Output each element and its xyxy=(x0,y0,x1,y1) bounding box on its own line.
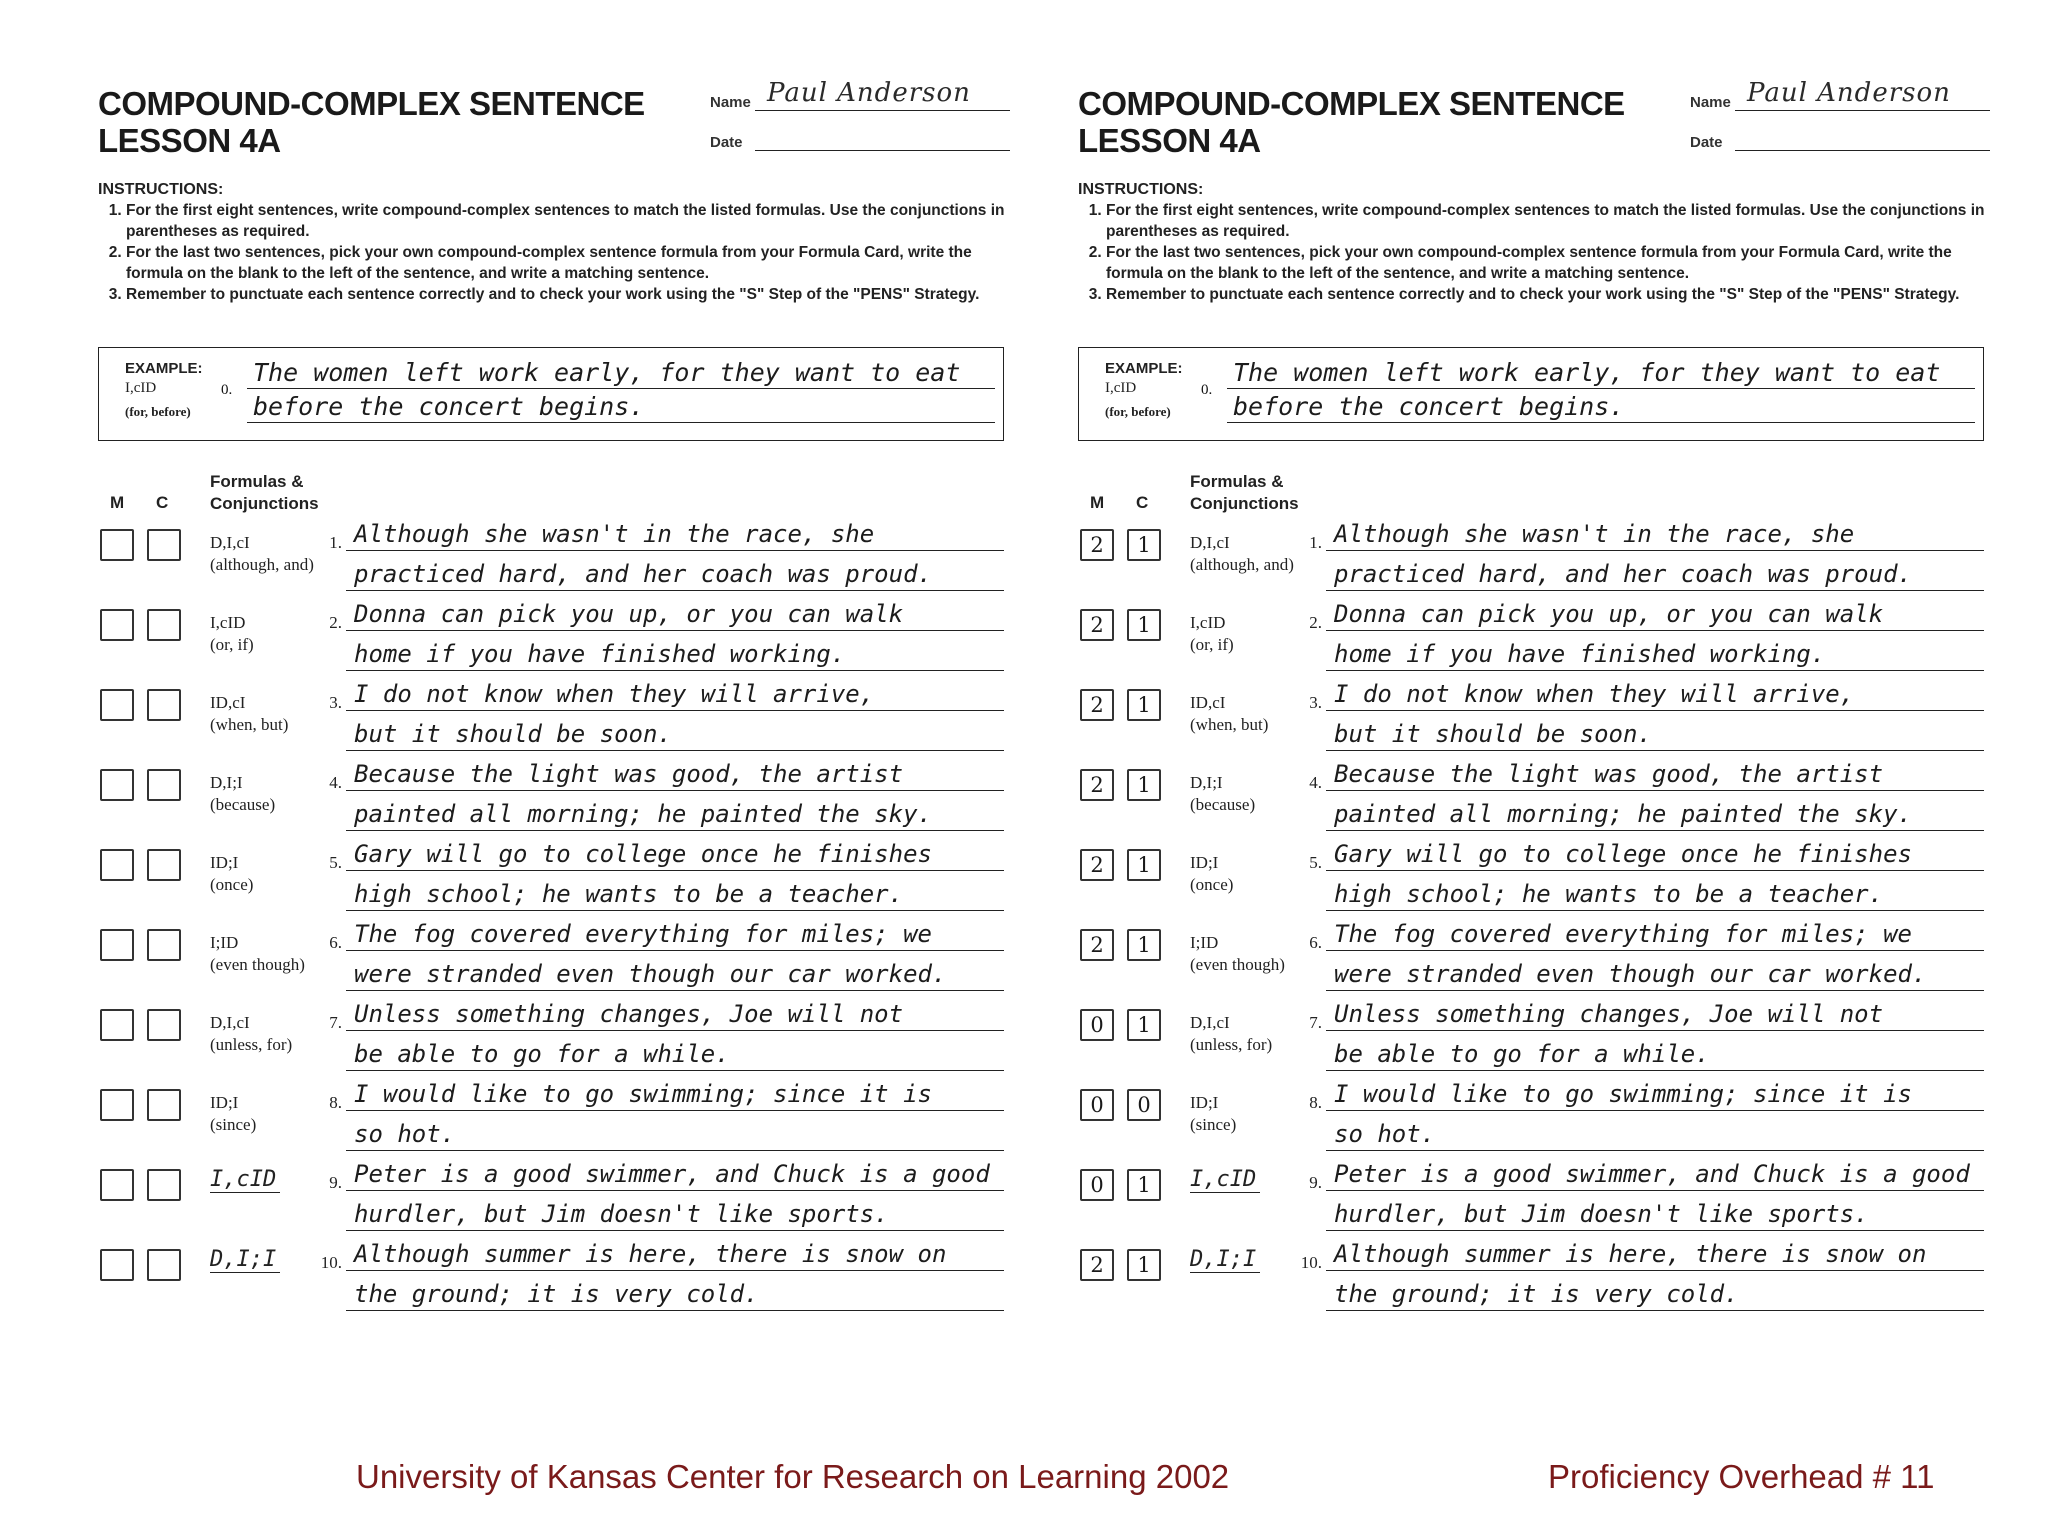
answer-line-1[interactable]: Donna can pick you up, or you can walk xyxy=(346,597,1004,631)
content-score-box[interactable] xyxy=(147,529,181,561)
name-field[interactable] xyxy=(755,76,1010,111)
column-c-header: C xyxy=(156,493,169,512)
example-box xyxy=(1078,347,1984,441)
worksheet-title xyxy=(98,85,645,159)
conjunctions: (since) xyxy=(210,1115,257,1134)
answer-line-2[interactable]: home if you have finished working. xyxy=(1326,637,1984,671)
sentence-item xyxy=(98,1240,1018,1325)
mechanics-score-box[interactable] xyxy=(100,609,134,641)
answer-line-1[interactable]: Gary will go to college once he finishes xyxy=(1326,837,1984,871)
item-number: 2. xyxy=(329,613,342,632)
example-line-2: before the concert begins. xyxy=(247,392,995,423)
date-label: Date xyxy=(710,134,743,151)
formula[interactable]: D,I;I xyxy=(210,1247,280,1273)
footer-overhead-number: Proficiency Overhead # 11 xyxy=(1548,1458,1935,1495)
name-date-block xyxy=(1690,75,1990,155)
answer-line-1[interactable]: The fog covered everything for miles; we xyxy=(346,917,1004,951)
conjunctions: (although, and) xyxy=(1190,555,1294,574)
formula: D,I,cI xyxy=(210,1013,250,1032)
content-score-box[interactable]: 1 xyxy=(1127,1009,1161,1041)
mechanics-score-box[interactable] xyxy=(100,929,134,961)
formula: ID;I xyxy=(210,853,239,872)
content-score-box[interactable] xyxy=(147,1249,181,1281)
content-score-box[interactable] xyxy=(147,689,181,721)
example-number: 0. xyxy=(1201,382,1213,398)
instruction-2: 2. For the last two sentences, pick your own compound-complex sentence formula from your Formula Card, write the formula on the blank to the left of the sentence, and write a matching sentence. xyxy=(126,242,1008,284)
answer-line-1[interactable]: Donna can pick you up, or you can walk xyxy=(1326,597,1984,631)
example-conjunctions: (for, before) xyxy=(125,404,191,419)
content-score-box[interactable]: 1 xyxy=(1127,849,1161,881)
conjunctions: (because) xyxy=(210,795,276,814)
formula: I;ID xyxy=(1190,933,1219,952)
column-m-header: M xyxy=(1090,493,1105,512)
sentence-item xyxy=(1078,1160,1998,1245)
sentence-item xyxy=(1078,760,1998,845)
date-field[interactable] xyxy=(755,116,1010,151)
mechanics-score-box[interactable] xyxy=(100,1089,134,1121)
sentence-item xyxy=(1078,920,1998,1005)
title-line-2: LESSON 4A xyxy=(1078,122,1261,159)
answer-line-1[interactable]: I do not know when they will arrive, xyxy=(346,677,1004,711)
footer-credit: University of Kansas Center for Research on Learning 2002 xyxy=(356,1458,1230,1495)
sentence-item xyxy=(1078,1080,1998,1165)
sentence-list xyxy=(1078,520,1998,1325)
answer-line-2[interactable]: painted all morning; he painted the sky. xyxy=(346,797,1004,831)
mechanics-score-box[interactable]: 0 xyxy=(1080,1089,1114,1121)
answer-line-1[interactable]: Although she wasn't in the race, she xyxy=(346,517,1004,551)
conjunctions: (when, but) xyxy=(1190,715,1269,734)
mechanics-score-box[interactable]: 2 xyxy=(1080,769,1114,801)
conjunctions: (since) xyxy=(1190,1115,1237,1134)
formula: ID;I xyxy=(1190,1093,1219,1112)
formula: ID,cI xyxy=(1190,693,1226,712)
item-number: 2. xyxy=(1309,613,1322,632)
formula: I;ID xyxy=(210,933,239,952)
answer-line-2[interactable]: be able to go for a while. xyxy=(346,1037,1004,1071)
mechanics-score-box[interactable]: 2 xyxy=(1080,689,1114,721)
formula: D,I;I xyxy=(1190,773,1223,792)
content-score-box[interactable]: 1 xyxy=(1127,1169,1161,1201)
item-number: 8. xyxy=(329,1093,342,1112)
content-score-box[interactable]: 1 xyxy=(1127,609,1161,641)
content-score-box[interactable] xyxy=(147,1089,181,1121)
formula: ID;I xyxy=(210,1093,239,1112)
column-m-header: M xyxy=(110,493,125,512)
formula: D,I,cI xyxy=(210,533,250,552)
mechanics-score-box[interactable] xyxy=(100,689,134,721)
column-c-header: C xyxy=(1136,493,1149,512)
mechanics-score-box[interactable] xyxy=(100,1009,134,1041)
instructions-heading: INSTRUCTIONS: xyxy=(98,181,224,198)
conjunctions: (once) xyxy=(210,875,254,894)
name-label: Name xyxy=(1690,94,1731,111)
formula: D,I;I xyxy=(210,773,243,792)
formula: D,I,cI xyxy=(1190,533,1230,552)
content-score-box[interactable] xyxy=(147,849,181,881)
conjunctions: (although, and) xyxy=(210,555,314,574)
answer-line-2[interactable]: the ground; it is very cold. xyxy=(346,1277,1004,1311)
conjunctions: (or, if) xyxy=(210,635,254,654)
conjunctions: (or, if) xyxy=(1190,635,1234,654)
mechanics-score-box[interactable]: 2 xyxy=(1080,529,1114,561)
sentence-item xyxy=(1078,680,1998,765)
instruction-3: 3. Remember to punctuate each sentence correctly and to check your work using the "S" Step of the "PENS" Strategy. xyxy=(1106,284,1988,305)
formula[interactable]: D,I;I xyxy=(1190,1247,1260,1273)
item-number: 1. xyxy=(1309,533,1322,552)
sentence-item xyxy=(98,760,1018,845)
conjunctions: (unless, for) xyxy=(210,1035,293,1054)
instruction-3: 3. Remember to punctuate each sentence correctly and to check your work using the "S" Step of the "PENS" Strategy. xyxy=(126,284,1008,305)
instruction-1: 1. For the first eight sentences, write compound-complex sentences to match the listed formulas. Use the conjunctions in parentheses as required. xyxy=(126,200,1008,242)
item-number: 5. xyxy=(329,853,342,872)
name-field[interactable] xyxy=(1735,76,1990,111)
title-line-2: LESSON 4A xyxy=(98,122,281,159)
instructions xyxy=(1078,179,1988,305)
answer-line-2[interactable]: practiced hard, and her coach was proud. xyxy=(1326,557,1984,591)
content-score-box[interactable]: 0 xyxy=(1127,1089,1161,1121)
worksheet-title xyxy=(1078,85,1625,159)
example-line-1: The women left work early, for they want to eat xyxy=(247,358,995,389)
example-conjunctions: (for, before) xyxy=(1105,404,1171,419)
content-score-box[interactable] xyxy=(147,1169,181,1201)
worksheet-right-scored xyxy=(1078,75,1998,1335)
answer-line-2[interactable]: the ground; it is very cold. xyxy=(1326,1277,1984,1311)
answer-line-2[interactable]: were stranded even though our car worked. xyxy=(346,957,1004,991)
content-score-box[interactable]: 1 xyxy=(1127,929,1161,961)
example-box xyxy=(98,347,1004,441)
conjunctions: (even though) xyxy=(210,955,305,974)
sentence-item xyxy=(98,1160,1018,1245)
name-date-block xyxy=(710,75,1010,155)
sentence-item xyxy=(1078,1000,1998,1085)
answer-line-1[interactable]: Gary will go to college once he finishes xyxy=(346,837,1004,871)
student-name: Paul Anderson xyxy=(767,78,971,108)
mechanics-score-box[interactable] xyxy=(100,529,134,561)
conjunctions: (once) xyxy=(1190,875,1234,894)
item-number: 9. xyxy=(329,1173,342,1192)
column-formulas-header xyxy=(1190,471,1299,515)
formula: ID,cI xyxy=(210,693,246,712)
example-number: 0. xyxy=(221,382,233,398)
formula: I,cID xyxy=(210,613,246,632)
answer-line-2[interactable]: hurdler, but Jim doesn't like sports. xyxy=(1326,1197,1984,1231)
example-line-2: before the concert begins. xyxy=(1227,392,1975,423)
answer-line-2[interactable]: hurdler, but Jim doesn't like sports. xyxy=(346,1197,1004,1231)
item-number: 1. xyxy=(329,533,342,552)
content-score-box[interactable]: 1 xyxy=(1127,1249,1161,1281)
item-number: 10. xyxy=(1300,1253,1322,1272)
column-formulas-header xyxy=(210,471,319,515)
formula: I,cID xyxy=(1190,613,1226,632)
formula[interactable]: I,cID xyxy=(1190,1167,1260,1193)
date-field[interactable] xyxy=(1735,116,1990,151)
mechanics-score-box[interactable] xyxy=(100,769,134,801)
formulas-header-line-2: Conjunctions xyxy=(210,494,319,513)
formula: D,I,cI xyxy=(1190,1013,1230,1032)
content-score-box[interactable] xyxy=(147,769,181,801)
item-number: 4. xyxy=(329,773,342,792)
example-label: EXAMPLE: xyxy=(1105,360,1183,377)
answer-line-1[interactable]: Because the light was good, the artist xyxy=(346,757,1004,791)
answer-line-1[interactable]: Although summer is here, there is snow on xyxy=(1326,1237,1984,1271)
mechanics-score-box[interactable]: 0 xyxy=(1080,1009,1114,1041)
sentence-list xyxy=(98,520,1018,1325)
answer-line-2[interactable]: so hot. xyxy=(1326,1117,1984,1151)
item-number: 3. xyxy=(1309,693,1322,712)
answer-line-2[interactable]: practiced hard, and her coach was proud. xyxy=(346,557,1004,591)
answer-line-1[interactable]: Although summer is here, there is snow on xyxy=(346,1237,1004,1271)
item-number: 9. xyxy=(1309,1173,1322,1192)
sentence-item xyxy=(98,520,1018,605)
answer-line-2[interactable]: home if you have finished working. xyxy=(346,637,1004,671)
name-label: Name xyxy=(710,94,751,111)
answer-line-2[interactable]: were stranded even though our car worked. xyxy=(1326,957,1984,991)
formula[interactable]: I,cID xyxy=(210,1167,280,1193)
formulas-header-line-2: Conjunctions xyxy=(1190,494,1299,513)
conjunctions: (unless, for) xyxy=(1190,1035,1273,1054)
date-label: Date xyxy=(1690,134,1723,151)
sentence-item xyxy=(98,680,1018,765)
student-name: Paul Anderson xyxy=(1747,78,1951,108)
sentence-item xyxy=(98,1080,1018,1165)
item-number: 7. xyxy=(329,1013,342,1032)
conjunctions: (because) xyxy=(1190,795,1256,814)
example-line-1: The women left work early, for they want to eat xyxy=(1227,358,1975,389)
answer-line-1[interactable]: Unless something changes, Joe will not xyxy=(346,997,1004,1031)
sentence-item xyxy=(98,1000,1018,1085)
item-number: 5. xyxy=(1309,853,1322,872)
mechanics-score-box[interactable] xyxy=(100,1249,134,1281)
mechanics-score-box[interactable] xyxy=(100,1169,134,1201)
example-label: EXAMPLE: xyxy=(125,360,203,377)
answer-line-1[interactable]: I would like to go swimming; since it is xyxy=(1326,1077,1984,1111)
sentence-item xyxy=(1078,600,1998,685)
conjunctions: (even though) xyxy=(1190,955,1285,974)
instruction-1: 1. For the first eight sentences, write compound-complex sentences to match the listed formulas. Use the conjunctions in parentheses as required. xyxy=(1106,200,1988,242)
instructions xyxy=(98,179,1008,305)
worksheet-left xyxy=(98,75,1018,1335)
sentence-item xyxy=(98,600,1018,685)
answer-line-1[interactable]: I do not know when they will arrive, xyxy=(1326,677,1984,711)
content-score-box[interactable]: 1 xyxy=(1127,769,1161,801)
mechanics-score-box[interactable]: 2 xyxy=(1080,849,1114,881)
answer-line-2[interactable]: high school; he wants to be a teacher. xyxy=(346,877,1004,911)
formulas-header-line-1: Formulas & xyxy=(1190,472,1284,491)
answer-line-2[interactable]: painted all morning; he painted the sky. xyxy=(1326,797,1984,831)
sentence-item xyxy=(1078,840,1998,925)
item-number: 3. xyxy=(329,693,342,712)
content-score-box[interactable] xyxy=(147,1009,181,1041)
content-score-box[interactable] xyxy=(147,609,181,641)
item-number: 10. xyxy=(320,1253,342,1272)
conjunctions: (when, but) xyxy=(210,715,289,734)
sentence-item xyxy=(1078,1240,1998,1325)
answer-line-1[interactable]: I would like to go swimming; since it is xyxy=(346,1077,1004,1111)
answer-line-1[interactable]: The fog covered everything for miles; we xyxy=(1326,917,1984,951)
answer-line-1[interactable]: Unless something changes, Joe will not xyxy=(1326,997,1984,1031)
answer-line-1[interactable]: Peter is a good swimmer, and Chuck is a good xyxy=(1326,1157,1984,1191)
sentence-item xyxy=(98,840,1018,925)
answer-line-2[interactable]: be able to go for a while. xyxy=(1326,1037,1984,1071)
instruction-2: 2. For the last two sentences, pick your own compound-complex sentence formula from your Formula Card, write the formula on the blank to the left of the sentence, and write a matching sentence. xyxy=(1106,242,1988,284)
formula: ID;I xyxy=(1190,853,1219,872)
mechanics-score-box[interactable]: 0 xyxy=(1080,1169,1114,1201)
mechanics-score-box[interactable] xyxy=(100,849,134,881)
item-number: 7. xyxy=(1309,1013,1322,1032)
content-score-box[interactable]: 1 xyxy=(1127,529,1161,561)
answer-line-1[interactable]: Because the light was good, the artist xyxy=(1326,757,1984,791)
answer-line-1[interactable]: Although she wasn't in the race, she xyxy=(1326,517,1984,551)
item-number: 4. xyxy=(1309,773,1322,792)
item-number: 8. xyxy=(1309,1093,1322,1112)
content-score-box[interactable]: 1 xyxy=(1127,689,1161,721)
example-formula: I,cID xyxy=(125,380,157,396)
mechanics-score-box[interactable]: 2 xyxy=(1080,609,1114,641)
sentence-item xyxy=(1078,520,1998,605)
answer-line-1[interactable]: Peter is a good swimmer, and Chuck is a good xyxy=(346,1157,1004,1191)
mechanics-score-box[interactable]: 2 xyxy=(1080,1249,1114,1281)
sentence-item xyxy=(98,920,1018,1005)
instructions-heading: INSTRUCTIONS: xyxy=(1078,181,1204,198)
item-number: 6. xyxy=(1309,933,1322,952)
formulas-header-line-1: Formulas & xyxy=(210,472,304,491)
answer-line-2[interactable]: but it should be soon. xyxy=(346,717,1004,751)
item-number: 6. xyxy=(329,933,342,952)
mechanics-score-box[interactable]: 2 xyxy=(1080,929,1114,961)
example-formula: I,cID xyxy=(1105,380,1137,396)
answer-line-2[interactable]: so hot. xyxy=(346,1117,1004,1151)
answer-line-2[interactable]: high school; he wants to be a teacher. xyxy=(1326,877,1984,911)
title-line-1: COMPOUND-COMPLEX SENTENCE xyxy=(1078,85,1625,122)
title-line-1: COMPOUND-COMPLEX SENTENCE xyxy=(98,85,645,122)
content-score-box[interactable] xyxy=(147,929,181,961)
answer-line-2[interactable]: but it should be soon. xyxy=(1326,717,1984,751)
